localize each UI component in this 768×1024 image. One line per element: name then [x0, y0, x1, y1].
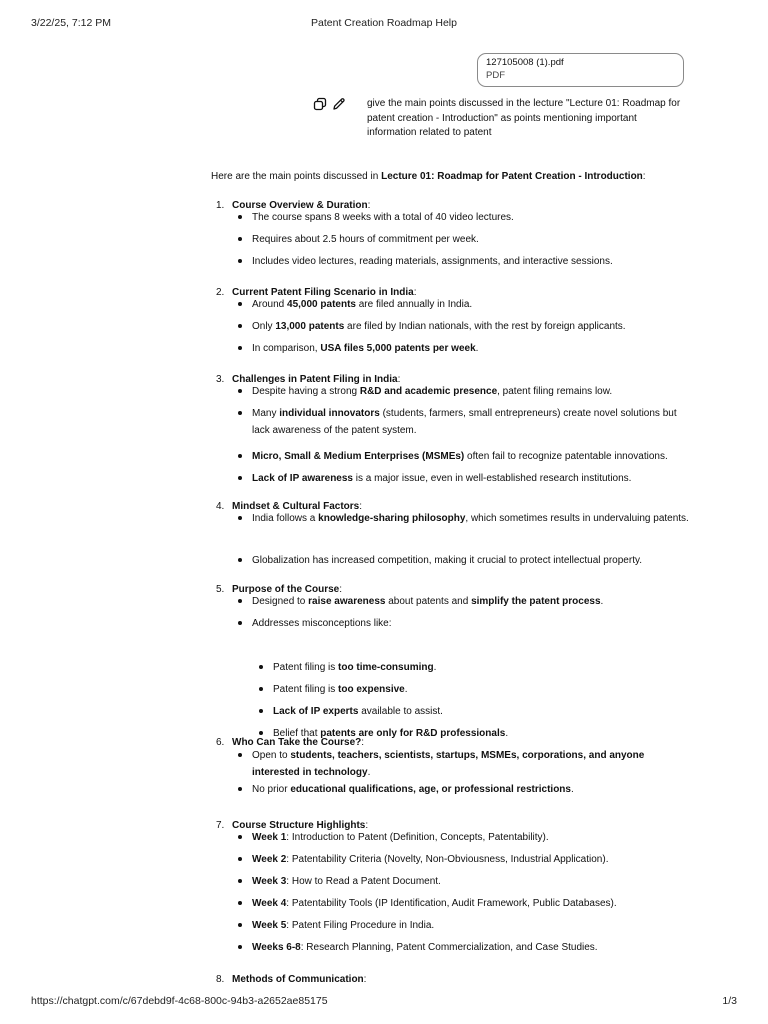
- bullet-dot-icon: [238, 599, 242, 603]
- section-heading: 3. Challenges in Patent Filing in India:: [216, 374, 401, 385]
- bullet-dot-icon: [238, 215, 242, 219]
- bullet-dot-icon: [238, 901, 242, 905]
- bullet-item: Week 1: Introduction to Patent (Definition, Concepts, Patentability).: [252, 829, 692, 846]
- bullet-item: Week 2: Patentability Criteria (Novelty, Non-Obviousness, Industrial Application).: [252, 851, 692, 868]
- bullet-dot-icon: [238, 945, 242, 949]
- bullet-item: Many individual innovators (students, farmers, small entrepreneurs) create novel solutions but lack awareness of the patent system.: [252, 405, 692, 439]
- section-heading: 1. Course Overview & Duration:: [216, 200, 371, 211]
- bullet-item: Addresses misconceptions like:: [252, 615, 692, 632]
- bullet-dot-icon: [259, 665, 263, 669]
- bullet-dot-icon: [238, 259, 242, 263]
- answer-intro: Here are the main points discussed in Lecture 01: Roadmap for Patent Creation - Introduction:: [211, 171, 646, 182]
- bullet-dot-icon: [238, 621, 242, 625]
- bullet-item: Globalization has increased competition, making it crucial to protect intellectual property.: [252, 552, 692, 569]
- section-heading: 7. Course Structure Highlights:: [216, 820, 369, 831]
- sub-bullet-item: Patent filing is too expensive.: [273, 681, 693, 698]
- user-message-actions: [313, 97, 346, 111]
- bullet-item: The course spans 8 weeks with a total of 40 video lectures.: [252, 209, 692, 226]
- bullet-dot-icon: [238, 302, 242, 306]
- sub-bullet-item: Lack of IP experts available to assist.: [273, 703, 693, 720]
- sub-bullet-item: Belief that patents are only for R&D professionals.: [273, 725, 693, 742]
- bullet-dot-icon: [238, 516, 242, 520]
- attachment-filename: 127105008 (1).pdf: [486, 57, 564, 68]
- bullet-dot-icon: [238, 857, 242, 861]
- bullet-dot-icon: [238, 879, 242, 883]
- pdf-attachment-card[interactable]: [477, 53, 684, 87]
- bullet-dot-icon: [259, 709, 263, 713]
- bullet-item: Open to students, teachers, scientists, startups, MSMEs, corporations, and anyone interested in technology.: [252, 747, 692, 781]
- bullet-item: India follows a knowledge-sharing philosophy, which sometimes results in undervaluing patents.: [252, 510, 692, 527]
- page-number: 1/3: [722, 995, 737, 1007]
- section-heading: 5. Purpose of the Course:: [216, 584, 343, 595]
- bullet-item: Lack of IP awareness is a major issue, even in well-established research institutions.: [252, 470, 692, 487]
- bullet-item: Week 5: Patent Filing Procedure in India.: [252, 917, 692, 934]
- bullet-dot-icon: [238, 324, 242, 328]
- bullet-item: Designed to raise awareness about patents and simplify the patent process.: [252, 593, 692, 610]
- sub-bullet-item: Patent filing is too time-consuming.: [273, 659, 693, 676]
- bullet-item: Requires about 2.5 hours of commitment per week.: [252, 231, 692, 248]
- bullet-dot-icon: [238, 787, 242, 791]
- bullet-item: Weeks 6-8: Research Planning, Patent Commercialization, and Case Studies.: [252, 939, 692, 956]
- page-url: https://chatgpt.com/c/67debd9f-4c68-800c-94b3-a2652ae85175: [31, 995, 328, 1007]
- bullet-dot-icon: [238, 558, 242, 562]
- bullet-dot-icon: [238, 389, 242, 393]
- bullet-dot-icon: [238, 346, 242, 350]
- bullet-item: Around 45,000 patents are filed annually in India.: [252, 296, 692, 313]
- section-heading: 6. Who Can Take the Course?:: [216, 737, 365, 748]
- bullet-item: Week 4: Patentability Tools (IP Identification, Audit Framework, Public Databases).: [252, 895, 692, 912]
- bullet-dot-icon: [238, 411, 242, 415]
- bullet-item: No prior educational qualifications, age, or professional restrictions.: [252, 781, 692, 798]
- bullet-dot-icon: [238, 835, 242, 839]
- bullet-dot-icon: [238, 923, 242, 927]
- section-heading: 4. Mindset & Cultural Factors:: [216, 501, 363, 512]
- bullet-item: Micro, Small & Medium Enterprises (MSMEs) often fail to recognize patentable innovations.: [252, 448, 692, 465]
- section-heading: 2. Current Patent Filing Scenario in India:: [216, 287, 417, 298]
- attachment-filetype: PDF: [486, 69, 505, 81]
- edit-pencil-icon[interactable]: [332, 97, 346, 111]
- bullet-dot-icon: [238, 476, 242, 480]
- bullet-dot-icon: [238, 753, 242, 757]
- bullet-dot-icon: [238, 237, 242, 241]
- bullet-item: In comparison, USA files 5,000 patents per week.: [252, 340, 692, 357]
- bullet-item: Despite having a strong R&D and academic presence, patent filing remains low.: [252, 383, 692, 400]
- bullet-item: Week 3: How to Read a Patent Document.: [252, 873, 692, 890]
- bullet-dot-icon: [259, 731, 263, 735]
- page-title: Patent Creation Roadmap Help: [311, 17, 457, 29]
- print-datetime: 3/22/25, 7:12 PM: [31, 17, 111, 29]
- bullet-item: Only 13,000 patents are filed by Indian nationals, with the rest by foreign applicants.: [252, 318, 692, 335]
- bullet-dot-icon: [259, 687, 263, 691]
- user-message: give the main points discussed in the lecture "Lecture 01: Roadmap for patent creation - Introduction" as points mentioning important information related to patent: [367, 98, 681, 138]
- bullet-dot-icon: [238, 454, 242, 458]
- section-heading: 8. Methods of Communication:: [216, 974, 367, 985]
- bullet-item: Includes video lectures, reading materials, assignments, and interactive sessions.: [252, 253, 692, 270]
- copy-icon[interactable]: [313, 97, 327, 111]
